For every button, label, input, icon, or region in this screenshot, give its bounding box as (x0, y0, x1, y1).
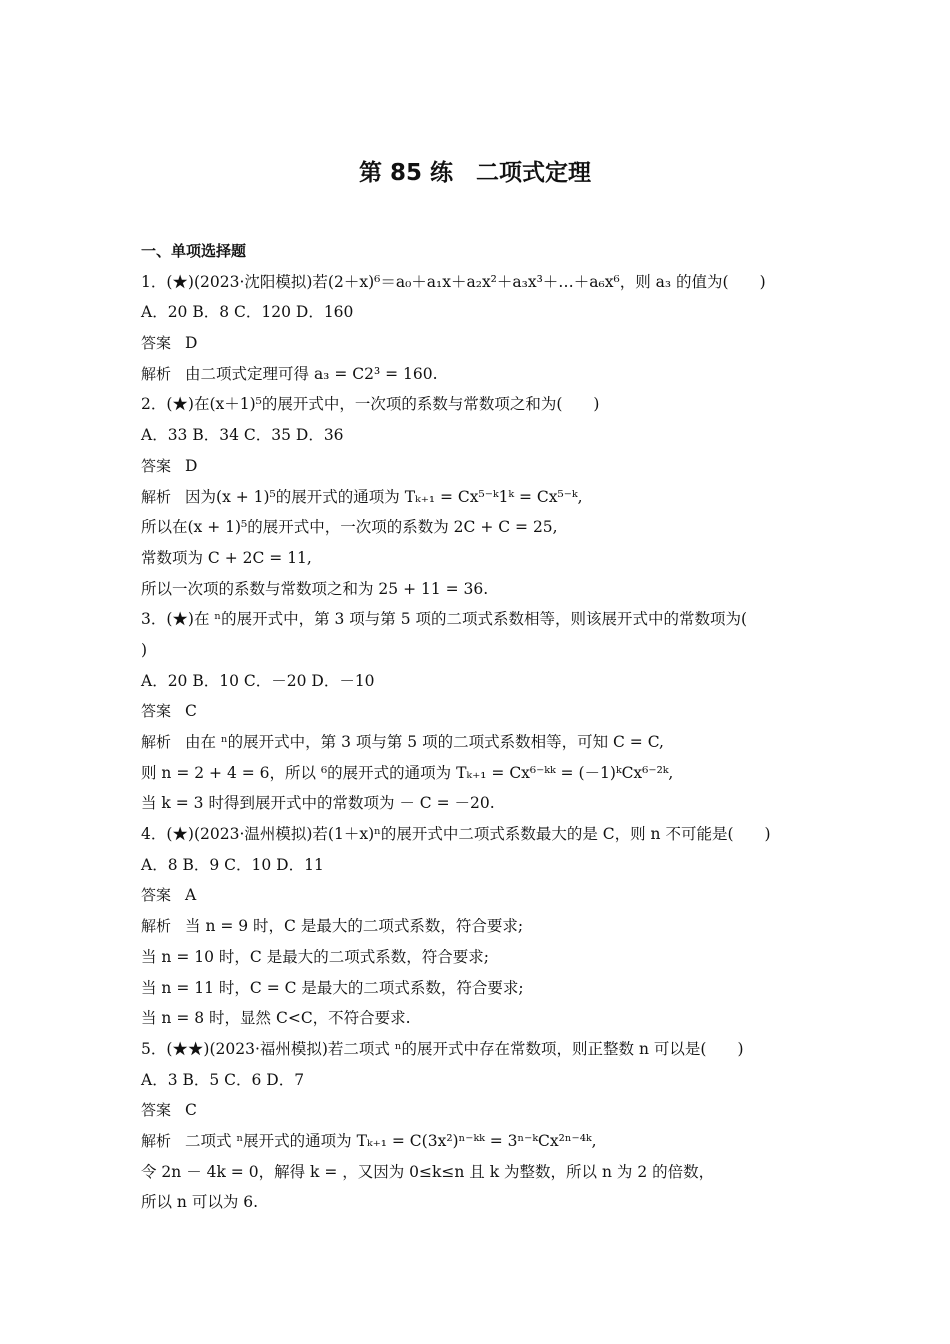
answer-value: D (185, 334, 198, 353)
question-5-analysis (141, 1126, 821, 1157)
question-4-answer (141, 880, 821, 911)
analysis-label: 解析 (141, 1131, 172, 1150)
answer-value: A (185, 886, 197, 905)
question-1-answer (141, 328, 821, 359)
page-title: 第 85 练 二项式定理 (358, 160, 592, 186)
answer-value: C (185, 702, 197, 721)
analysis-label: 解析 (141, 733, 172, 751)
analysis-line: 当 n = 8 时，显然 C<C，不符合要求. (141, 1009, 411, 1028)
question-3-stem: 3．(★)在 ⁿ的展开式中，第 3 项与第 5 项的二项式系数相等，则该展开式中的常数项为( (141, 610, 748, 629)
question-4-analysis (141, 911, 821, 942)
question-2-answer (141, 451, 821, 482)
analysis-line: 所以在(x + 1)⁵的展开式中，一次项的系数为 2C + C = 25, (141, 518, 558, 537)
question-1-stem: 1．(★)(2023·沈阳模拟)若(2＋x)⁶＝a₀＋a₁x＋a₂x²＋a₃x³＋…＋a₆x⁶，则 a₃ 的值为( ) (141, 272, 766, 291)
answer-value: C (185, 1101, 197, 1120)
analysis-text: 由二项式定理可得 a₃ = C2³ = 160. (185, 364, 438, 383)
analysis-text: 当 n = 9 时，C 是最大的二项式系数，符合要求; (185, 917, 524, 936)
analysis-line: 常数项为 C + 2C = 11, (141, 548, 312, 567)
answer-label: 答案 (141, 886, 172, 905)
question-2-options: A．33 B．34 C．35 D．36 (141, 426, 344, 445)
section-heading: 一、单项选择题 (141, 242, 247, 260)
answer-label: 答案 (141, 702, 172, 721)
analysis-label: 解析 (141, 364, 172, 383)
answer-label: 答案 (141, 334, 172, 353)
analysis-line: 当 k = 3 时得到展开式中的常数项为 － C = －20. (141, 794, 495, 813)
analysis-line: 所以 n 可以为 6. (141, 1193, 259, 1212)
question-5-stem: 5．(★★)(2023·福州模拟)若二项式 ⁿ的展开式中存在常数项，则正整数 n 可以是( ) (141, 1039, 744, 1058)
analysis-line: 当 n = 11 时，C = C 是最大的二项式系数，符合要求; (141, 978, 524, 997)
answer-label: 答案 (141, 1101, 172, 1120)
exercise-content (141, 236, 821, 1218)
question-4-stem: 4．(★)(2023·温州模拟)若(1＋x)ⁿ的展开式中二项式系数最大的是 C，则 n 不可能是( ) (141, 825, 771, 844)
question-4-options: A．8 B．9 C．10 D．11 (141, 855, 324, 874)
analysis-label: 解析 (141, 487, 172, 506)
question-5-options: A．3 B．5 C．6 D．7 (141, 1070, 305, 1089)
question-2-analysis (141, 482, 821, 513)
answer-value: D (185, 456, 198, 475)
question-5-answer (141, 1095, 821, 1126)
analysis-line: 所以一次项的系数与常数项之和为 25 + 11 = 36. (141, 579, 489, 598)
analysis-label: 解析 (141, 917, 172, 936)
question-1-options: A．20 B．8 C．120 D．160 (141, 303, 354, 322)
analysis-line: 则 n = 2 + 4 = 6，所以 ⁶的展开式的通项为 Tₖ₊₁ = Cx⁶⁻ᵏᵏ = (－1)ᵏCx⁶⁻²ᵏ, (141, 763, 674, 782)
question-3-options: A．20 B．10 C．－20 D．－10 (141, 671, 375, 690)
analysis-text: 因为(x + 1)⁵的展开式的通项为 Tₖ₊₁ = Cx⁵⁻ᵏ1ᵏ = Cx⁵⁻ᵏ, (185, 487, 583, 506)
question-3-answer (141, 696, 821, 727)
question-1-analysis (141, 359, 821, 390)
analysis-line: 当 n = 10 时，C 是最大的二项式系数，符合要求; (141, 947, 489, 966)
analysis-text: 二项式 ⁿ展开式的通项为 Tₖ₊₁ = C(3x²)ⁿ⁻ᵏᵏ = 3ⁿ⁻ᵏCx²ⁿ⁻⁴ᵏ, (185, 1131, 597, 1150)
question-2-stem: 2．(★)在(x＋1)⁵的展开式中，一次项的系数与常数项之和为( ) (141, 395, 600, 414)
analysis-text: 由在 ⁿ的展开式中，第 3 项与第 5 项的二项式系数相等，可知 C = C, (185, 733, 664, 751)
question-3-stem-continued: ) (141, 640, 148, 659)
analysis-line: 令 2n － 4k = 0，解得 k = ，又因为 0≤k≤n 且 k 为整数，所以 n 为 2 的倍数， (141, 1162, 715, 1181)
answer-label: 答案 (141, 456, 172, 475)
question-3-analysis (141, 727, 821, 758)
